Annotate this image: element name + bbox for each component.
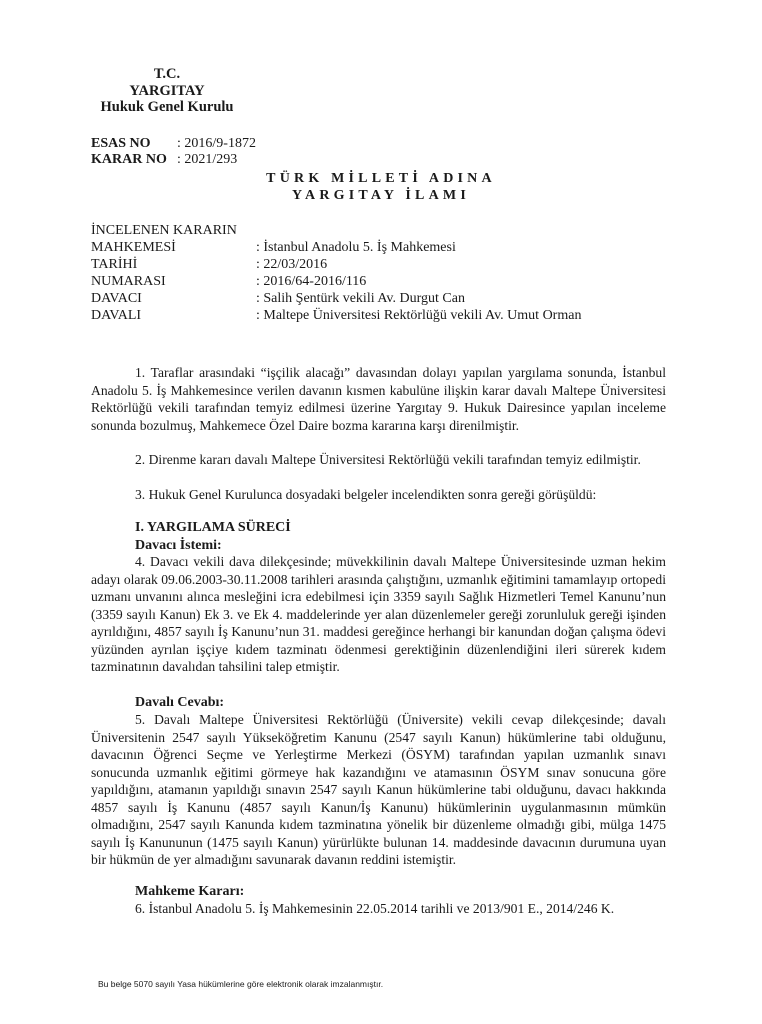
paragraph-5: 5. Davalı Maltepe Üniversitesi Rektörlüğü (Üniversite) vekili cevap dilekçesinde; davalı Üniversitenin 2547 sayılı Yükseköğretim Kanunu (2547 sayılı Kanun) hükümlerine tabi olduğunu, davacının Öğrenci Seçme ve Yerleştirme Merkezi (ÖSYM) tarafından yapılan uzmanlık sınavı sonucunda uzmanlık eğitimi görmeye hak kazandığını ve atamasının ÖSYM sınav sonucuna göre yapıldığını, atamanın yapıldığı sınavın 2547 sayılı Kanun hükümlerine tabi olduğunu, davacı hakkında 4857 sayılı İş Kanunu (4857 sayılı Kanun/İş Kanunu) hükümlerinin uygulanmasının mümkün olmadığını, 2547 sayılı Kanunda kıdem tazminatına yönelik bir düzenleme olmadığı gibi, mülga 1475 sayılı İş Kanununun (1475 sayılı Kanun) yürürlükte bulunan 14. maddesinde davacının durumuna uyan bir hükmün de yer almadığını savunarak davanın reddini istemiştir. xyxy=(91,712,666,867)
karar-row xyxy=(91,151,237,168)
info-label: MAHKEMESİ xyxy=(91,240,176,255)
info-value: : 2016/64-2016/116 xyxy=(256,274,367,289)
paragraph-3: 3. Hukuk Genel Kurulunca dosyadaki belgeler incelendikten sonra gereği görüşüldü: xyxy=(135,487,597,502)
info-value: : İstanbul Anadolu 5. İş Mahkemesi xyxy=(256,240,456,255)
section-title: I. YARGILAMA SÜRECİ xyxy=(135,520,291,535)
info-row-date xyxy=(91,256,327,273)
esas-value: : 2016/9-1872 xyxy=(177,136,256,151)
court-name: YARGITAY xyxy=(129,83,205,99)
info-value: : Salih Şentürk vekili Av. Durgut Can xyxy=(256,291,465,306)
title-line-1: TÜRK MİLLETİ ADINA xyxy=(266,171,496,186)
claimant-heading: Davacı İstemi: xyxy=(135,538,222,553)
info-row-number xyxy=(91,273,366,290)
reviewed-decision-heading: İNCELENEN KARARIN xyxy=(91,223,237,238)
info-row-court xyxy=(91,239,456,256)
paragraph-2: 2. Direnme kararı davalı Maltepe Üniversitesi Rektörlüğü vekili tarafından temyiz edilmiştir. xyxy=(135,452,641,467)
court-decision-heading: Mahkeme Kararı: xyxy=(135,884,245,899)
paragraph-4: 4. Davacı vekili dava dilekçesinde; müvekkilinin davalı Maltepe Üniversitesinde uzman hekim adayı olarak 09.06.2003-30.11.2008 tarihleri arasında çalıştığını, uzmanlık eğitimini tamamlayıp ortopedi uzmanı unvanını alınca mesleğini icra edebilmesi için 3359 sayılı Sağlık Hizmetleri Temel Kanunu’nun (3359 sayılı Kanun) Ek 3. ve Ek 4. maddelerinde yer alan düzenlemeler gereği zorunluluk gereği işinden ayrıldığını, 4857 sayılı İş Kanunu’nun 31. maddesi gereğince herhangi bir kanundan doğan çalışma ödevi yüzünden ayrılan işçiye kıdem tazminatı ödenmesi gerektiğinin düzenlendiğini ileri sürerek kıdem tazminatının davalıdan tahsilini talep etmiştir. xyxy=(91,554,666,674)
info-row-defendant xyxy=(91,307,581,324)
esas-label: ESAS NO xyxy=(91,136,151,151)
defendant-heading: Davalı Cevabı: xyxy=(135,695,225,710)
court-chamber: Hukuk Genel Kurulu xyxy=(100,99,234,115)
title-line-2: YARGITAY İLAMI xyxy=(292,188,470,203)
info-value: : 22/03/2016 xyxy=(256,257,328,272)
info-value: : Maltepe Üniversitesi Rektörlüğü vekili Av. Umut Orman xyxy=(256,308,582,323)
karar-value: : 2021/293 xyxy=(177,152,238,167)
info-label: DAVALI xyxy=(91,308,142,323)
court-country: T.C. xyxy=(153,66,181,82)
paragraph-6: 6. İstanbul Anadolu 5. İş Mahkemesinin 22.05.2014 tarihli ve 2013/901 E., 2014/246 K. xyxy=(135,901,615,916)
karar-label: KARAR NO xyxy=(91,152,167,167)
signature-footer: Bu belge 5070 sayılı Yasa hükümlerine göre elektronik olarak imzalanmıştır. xyxy=(98,979,384,989)
esas-row xyxy=(91,135,256,152)
info-row-claimant xyxy=(91,290,465,307)
paragraph-1: 1. Taraflar arasındaki “işçilik alacağı” davasından dolayı yapılan yargılama sonunda, İstanbul Anadolu 5. İş Mahkemesince verilen davanın kısmen kabulüne ilişkin karar davalı Maltepe Üniversitesi Rektörlüğü vekili tarafından temyiz edilmesi üzerine Yargıtay 9. Hukuk Dairesince yapılan inceleme sonunda bozulmuş, Mahkemece Özel Daire bozma kararına karşı direnilmiştir. xyxy=(91,365,666,433)
info-label: TARİHİ xyxy=(91,257,138,272)
info-label: NUMARASI xyxy=(91,274,166,289)
info-label: DAVACI xyxy=(91,291,142,306)
